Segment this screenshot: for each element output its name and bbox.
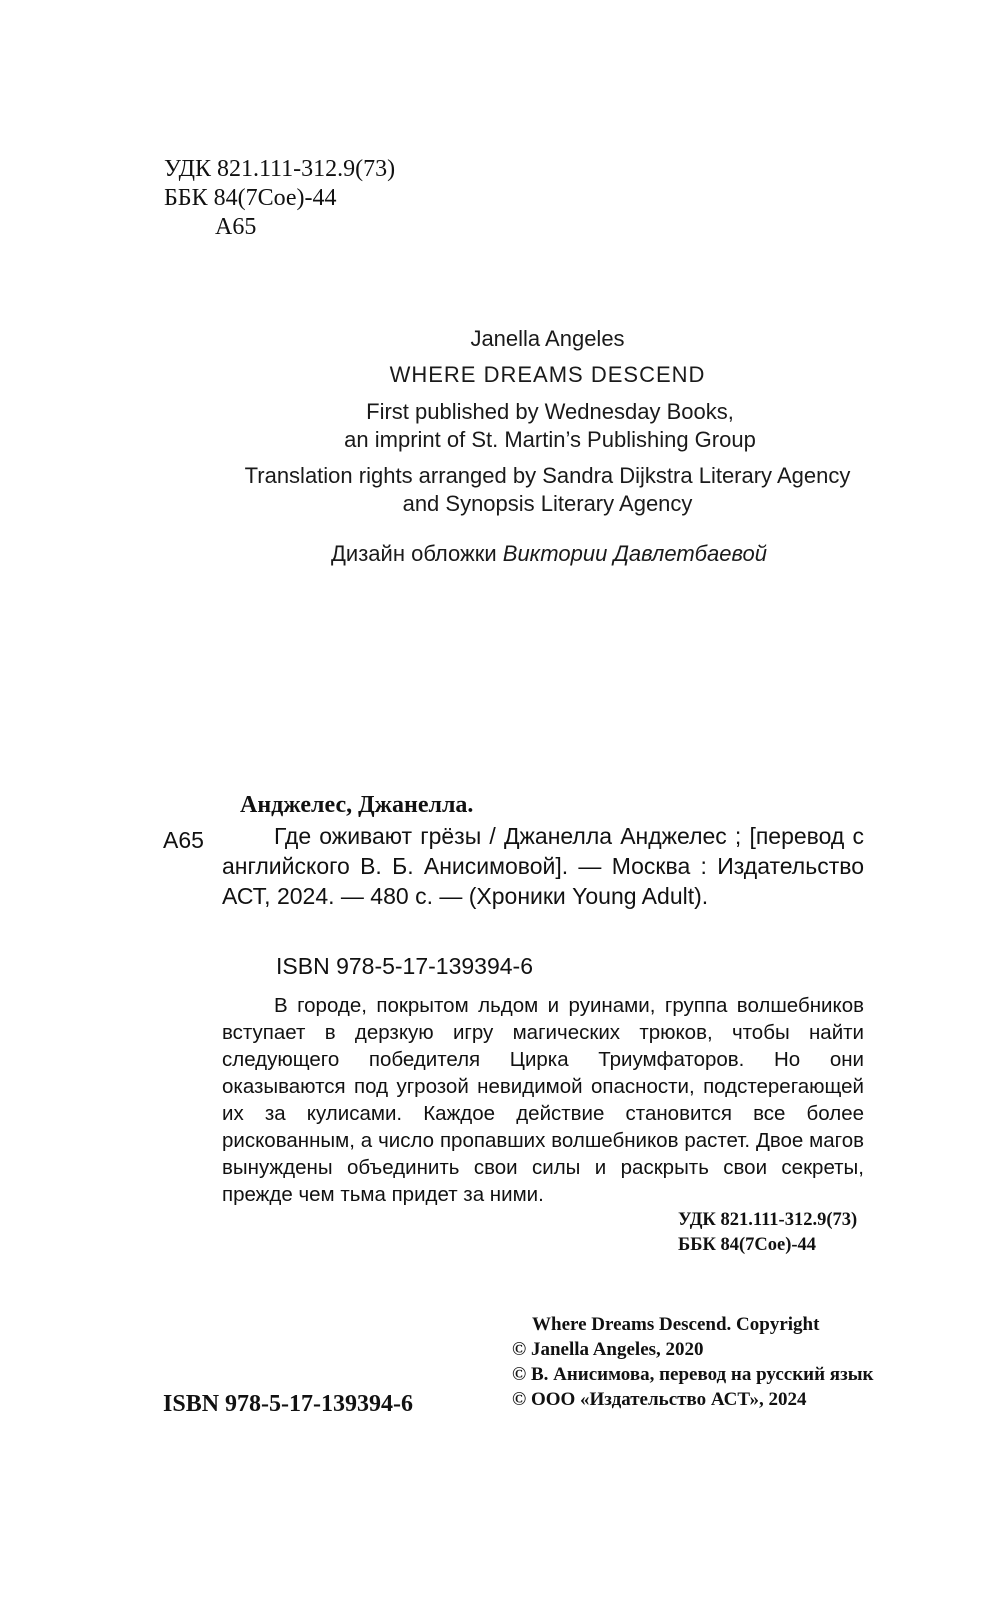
bibliographic-author-mark: А65 <box>163 827 204 853</box>
udk-code: УДК 821.111-312.9(73) <box>164 156 396 182</box>
book-annotation: В городе, покрытом льдом и руинами, группа волшебников вступает в дерзкую игру магических трюков, чтобы найти следующего победителя Цирка Триумфаторов. Но они оказываются под угрозой невидимой опасности, подстерегающей их за кулисами. Каждое действие становится все более рискованным, а число пропавших волшебников растет. Двое магов вынуждены объединить свои силы и раскрыть свои секреты, прежде чем тьма придет за ними. <box>222 994 864 1206</box>
bibliographic-bbk: ББК 84(7Сое)-44 <box>678 1235 817 1255</box>
publisher-line-2: an imprint of St. Martin’s Publishing Group <box>344 427 756 452</box>
bibliographic-author-heading: Анджелес, Джанелла. <box>240 792 474 818</box>
copyright-line-1: Where Dreams Descend. Copyright <box>532 1314 820 1335</box>
bbk-code: ББК 84(7Сое)-44 <box>164 185 337 211</box>
copyright-line-2: © Janella Angeles, 2020 <box>512 1339 704 1360</box>
author-mark: А65 <box>215 214 257 240</box>
bibliographic-isbn: ISBN 978-5-17-139394-6 <box>276 953 533 979</box>
design-label: Дизайн обложки <box>331 541 497 566</box>
designer-name: Виктории Давлетбаевой <box>502 541 767 566</box>
bibliographic-udk: УДК 821.111-312.9(73) <box>678 1210 858 1230</box>
publisher-line-1: First published by Wednesday Books, <box>366 399 734 424</box>
isbn-footer: ISBN 978-5-17-139394-6 <box>163 1391 413 1417</box>
original-title: WHERE DREAMS DESCEND <box>389 362 706 387</box>
classification-block <box>164 155 395 242</box>
rights-block <box>0 325 1000 568</box>
original-author: Janella Angeles <box>470 326 625 351</box>
cover-design-credit <box>98 540 1000 568</box>
copyright-block <box>512 1312 874 1412</box>
copyright-line-3: © В. Анисимова, перевод на русский язык <box>512 1364 874 1385</box>
translation-rights-line-2: and Synopsis Literary Agency <box>402 491 693 516</box>
copyright-line-4: © ООО «Издательство АСТ», 2024 <box>512 1389 807 1410</box>
translation-rights-line-1: Translation rights arranged by Sandra Dijkstra Literary Agency <box>244 463 851 488</box>
bibliographic-classification <box>678 1208 857 1258</box>
bibliographic-description: Где оживают грёзы / Джанелла Анджелес ; [перевод с английского В. Б. Анисимовой]. — Москва : Издательство АСТ, 2024. — 480 с. — (Хроники Young Adult). <box>222 823 864 909</box>
